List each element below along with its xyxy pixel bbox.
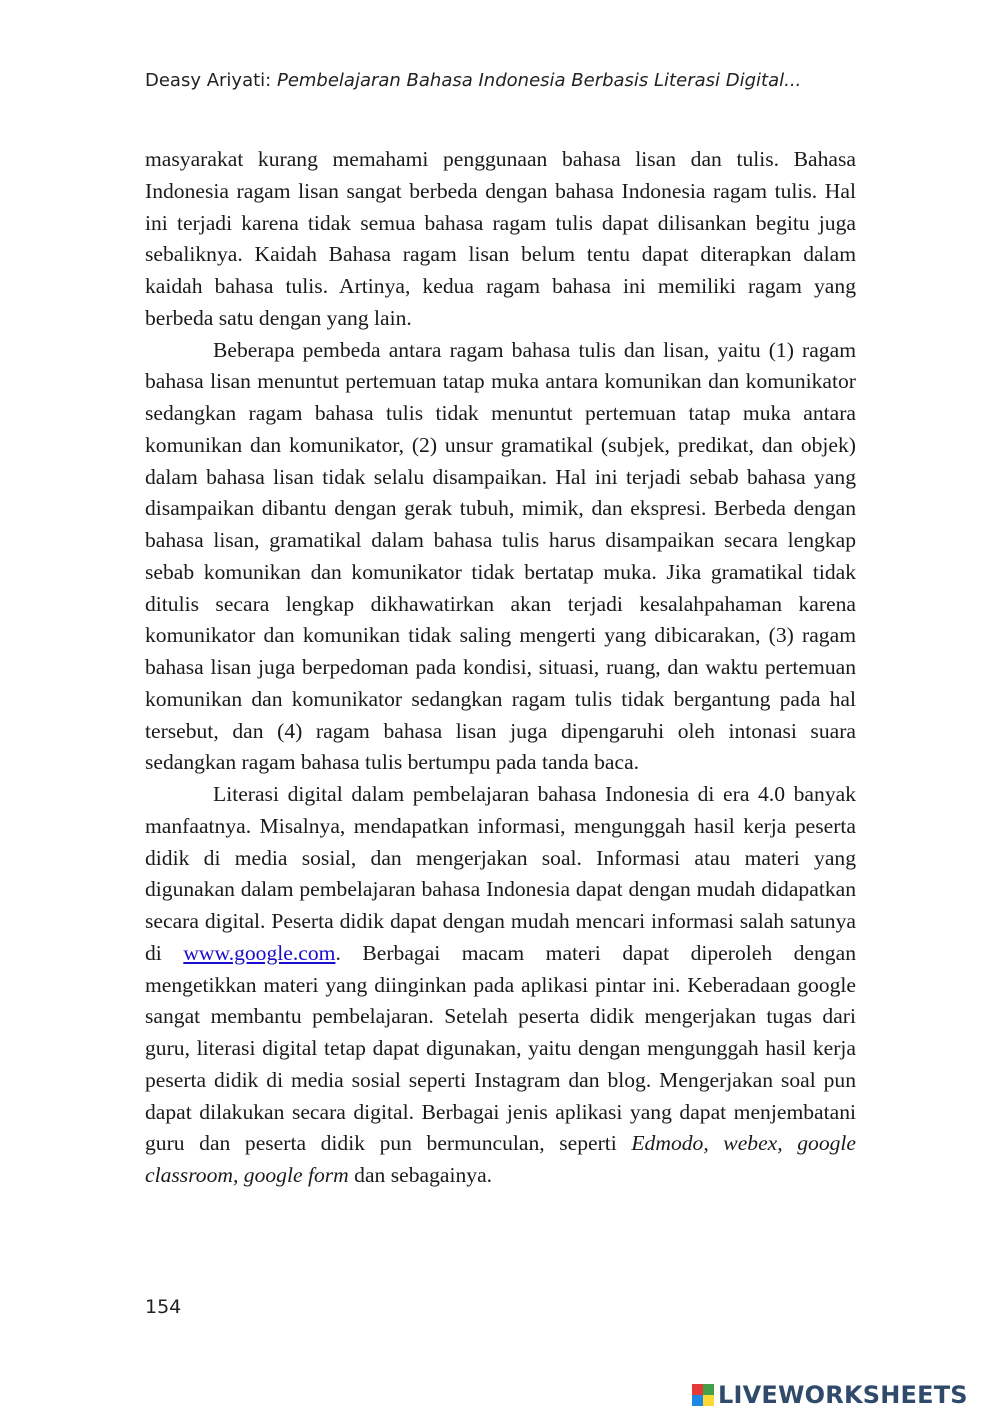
logo-cell-yellow: [703, 1395, 714, 1406]
page-number: 154: [145, 1296, 182, 1318]
paragraph-3-part-3: dan sebagainya.: [348, 1163, 493, 1187]
liveworksheets-logo-icon: [692, 1384, 714, 1406]
paragraph-3-part-2: . Berbagai macam materi dapat diperoleh dengan mengetikkan materi yang diinginkan pada aplikasi pintar ini. Keberadaan google sangat membantu pembelajaran. Setelah peserta didik mengerjakan tugas dari guru, literasi digital tetap dapat digunakan, yaitu dengan mengunggah hasil kerja peserta didik di media sosial seperti Instagram dan blog. Mengerjakan soal pun dapat dilakukan secara digital. Berbagai jenis aplikasi yang dapat menjembatani guru dan peserta didik pun bermunculan, seperti: [145, 940, 856, 1156]
paragraph-1: masyarakat kurang memahami penggunaan bahasa lisan dan tulis. Bahasa Indonesia ragam lisan sangat berbeda dengan bahasa Indonesia ragam tulis. Hal ini terjadi karena tidak semua bahasa ragam tulis dapat dilisankan begitu juga sebaliknya. Kaidah Bahasa ragam lisan belum tentu dapat diterapkan dalam kaidah bahasa tulis. Artinya, kedua ragam bahasa ini memiliki ragam yang berbeda satu dengan yang lain.: [145, 147, 856, 330]
app-names: Edmodo, webex, google classroom, google form: [145, 1131, 856, 1187]
paragraph-3-part-1: Literasi digital dalam pembelajaran bahasa Indonesia di era 4.0 banyak manfaatnya. Misalnya, mendapatkan informasi, mengunggah hasil kerja peserta didik di media sosial, dan mengerjakan soal. Informasi atau materi yang digunakan dalam pembelajaran bahasa Indonesia dapat dengan mudah didapatkan secara digital. Peserta didik dapat dengan mudah mencari informasi salah satunya di: [145, 782, 856, 965]
running-header: [145, 70, 801, 91]
brand-text: LIVEWORKSHEETS: [718, 1381, 968, 1409]
paragraph-2: Beberapa pembeda antara ragam bahasa tulis dan lisan, yaitu (1) ragam bahasa lisan menuntut pertemuan tatap muka antara komunikan dan komunikator sedangkan ragam bahasa tulis tidak menuntut pertemuan tatap muka antara komunikan dan komunikator, (2) unsur gramatikal (subjek, predikat, dan objek) dalam bahasa lisan tidak selalu disampaikan. Hal ini terjadi sebab bahasa yang disampaikan dibantu dengan gerak tubuh, mimik, dan ekspresi. Berbeda dengan bahasa lisan, gramatikal dalam bahasa tulis harus disampaikan secara lengkap sebab komunikan dan komunikator tidak bertatap muka. Jika gramatikal tidak ditulis secara lengkap dikhawatirkan akan terjadi kesalahpahaman karena komunikator dan komunikan tidak saling mengerti yang dibicarakan, (3) ragam bahasa lisan juga berpedoman pada kondisi, situasi, ruang, dan waktu pertemuan komunikan dan komunikator sedangkan ragam tulis tidak bergantung pada hal tersebut, dan (4) ragam bahasa lisan juga dipengaruhi oleh intonasi suara sedangkan ragam bahasa tulis bertumpu pada tanda baca.: [145, 337, 856, 775]
body-text: [145, 144, 856, 1192]
logo-cell-blue: [692, 1395, 703, 1406]
header-title: Pembelajaran Bahasa Indonesia Berbasis Literasi Digital...: [276, 70, 802, 91]
paragraph-3: [145, 779, 856, 1192]
google-link[interactable]: www.google.com: [183, 940, 336, 965]
header-author: Deasy Ariyati:: [145, 70, 277, 91]
logo-cell-red: [692, 1384, 703, 1395]
logo-cell-green: [703, 1384, 714, 1395]
liveworksheets-brand[interactable]: [692, 1379, 968, 1411]
